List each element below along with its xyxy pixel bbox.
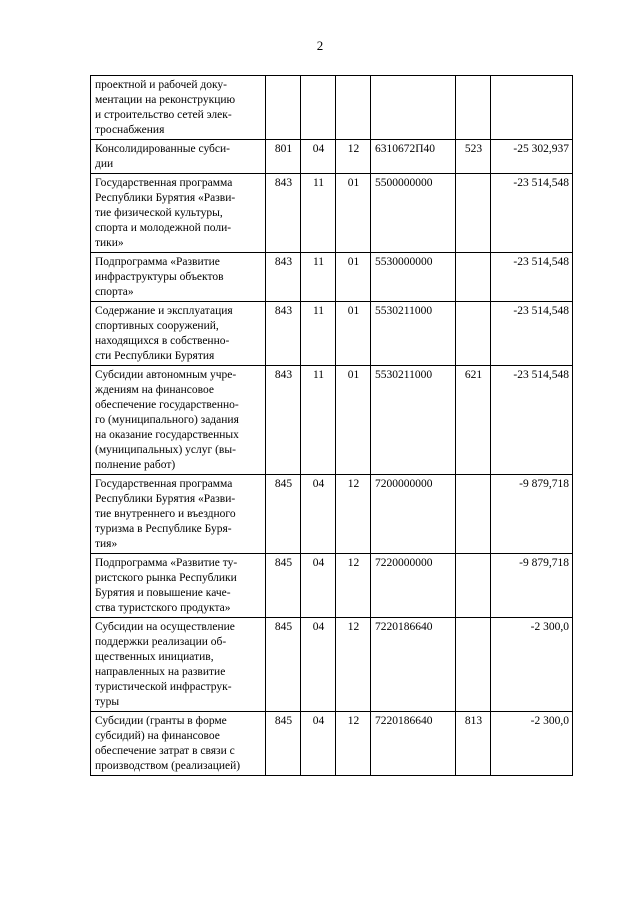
cell-gr: 845 [266, 712, 301, 776]
cell-sum: -23 514,548 [491, 253, 573, 302]
cell-gr: 843 [266, 174, 301, 253]
cell-pr [336, 76, 371, 140]
cell-sum: -9 879,718 [491, 475, 573, 554]
cell-rz [301, 76, 336, 140]
table-row [91, 554, 573, 618]
cell-name-line: ства туристского продукта» [95, 602, 231, 614]
cell-vr: 523 [456, 140, 491, 174]
cell-name-line: туризма в Республике Буря- [95, 523, 232, 535]
cell-name [91, 174, 266, 253]
cell-name-line: сти Республики Бурятия [95, 350, 215, 362]
cell-name-line: спорта» [95, 286, 134, 298]
cell-cs: 7220000000 [371, 554, 456, 618]
cell-vr [456, 618, 491, 712]
cell-rz: 11 [301, 302, 336, 366]
cell-pr: 12 [336, 618, 371, 712]
cell-name [91, 253, 266, 302]
cell-pr: 01 [336, 366, 371, 475]
cell-name [91, 554, 266, 618]
table-row [91, 475, 573, 554]
cell-name [91, 76, 266, 140]
cell-name-line: Государственная программа [95, 478, 233, 490]
cell-name-line: находящихся в собственно- [95, 335, 230, 347]
cell-gr: 845 [266, 618, 301, 712]
cell-name-line: дии [95, 158, 114, 170]
cell-pr: 12 [336, 712, 371, 776]
cell-name-line: го (муниципального) задания [95, 414, 239, 426]
cell-cs: 6310672П40 [371, 140, 456, 174]
cell-name [91, 302, 266, 366]
cell-cs: 5530211000 [371, 302, 456, 366]
cell-gr: 845 [266, 554, 301, 618]
cell-sum: -23 514,548 [491, 302, 573, 366]
cell-cs: 5500000000 [371, 174, 456, 253]
cell-name-line: тие внутреннего и въездного [95, 508, 236, 520]
table-row [91, 140, 573, 174]
table-row [91, 366, 573, 475]
cell-vr [456, 554, 491, 618]
cell-cs: 5530000000 [371, 253, 456, 302]
cell-name-line: Субсидии (гранты в форме [95, 715, 227, 727]
cell-name-line: тики» [95, 237, 124, 249]
cell-name [91, 712, 266, 776]
cell-name-line: ждениям на финансовое [95, 384, 215, 396]
cell-name [91, 366, 266, 475]
cell-name-line: Подпрограмма «Развитие [95, 256, 220, 268]
table-row [91, 618, 573, 712]
page-number: 2 [316, 38, 324, 53]
cell-pr: 01 [336, 302, 371, 366]
cell-name-line: Республики Бурятия «Разви- [95, 493, 236, 505]
cell-name-line: на оказание государственных [95, 429, 239, 441]
cell-name-line: (муниципальных) услуг (вы- [95, 444, 236, 456]
cell-name-line: инфраструктуры объектов [95, 271, 224, 283]
cell-name-line: Государственная программа [95, 177, 233, 189]
budget-table [90, 75, 573, 776]
cell-rz: 11 [301, 253, 336, 302]
cell-name-line: щественных инициатив, [95, 651, 214, 663]
cell-name-line: спорта и молодежной поли- [95, 222, 232, 234]
cell-name-line: Субсидии автономным учре- [95, 369, 237, 381]
cell-name-line: субсидий) на финансовое [95, 730, 220, 742]
cell-name-line: тия» [95, 538, 118, 550]
cell-name-line: Подпрограмма «Развитие ту- [95, 557, 238, 569]
cell-sum: -2 300,0 [491, 618, 573, 712]
cell-cs: 5530211000 [371, 366, 456, 475]
cell-name-line: и строительство сетей элек- [95, 109, 232, 121]
cell-name-line: туры [95, 696, 120, 708]
cell-name-line: спортивных сооружений, [95, 320, 219, 332]
cell-name-line: Субсидии на осуществление [95, 621, 235, 633]
table-row [91, 253, 573, 302]
cell-gr: 801 [266, 140, 301, 174]
cell-vr [456, 174, 491, 253]
cell-name-line: тие физической культуры, [95, 207, 223, 219]
cell-name-line: троснабжения [95, 124, 165, 136]
cell-cs: 7220186640 [371, 712, 456, 776]
cell-vr: 813 [456, 712, 491, 776]
cell-name-line: Бурятия и повышение каче- [95, 587, 231, 599]
cell-rz: 04 [301, 475, 336, 554]
cell-name [91, 618, 266, 712]
cell-name-line: Содержание и эксплуатация [95, 305, 233, 317]
table-row [91, 712, 573, 776]
table-row [91, 76, 573, 140]
cell-name-line: ментации на реконструкцию [95, 94, 236, 106]
cell-vr [456, 253, 491, 302]
cell-rz: 11 [301, 366, 336, 475]
cell-sum [491, 76, 573, 140]
cell-cs: 7200000000 [371, 475, 456, 554]
cell-pr: 01 [336, 253, 371, 302]
cell-gr [266, 76, 301, 140]
cell-gr: 845 [266, 475, 301, 554]
cell-pr: 12 [336, 554, 371, 618]
cell-vr [456, 475, 491, 554]
cell-name-line: Консолидированные субси- [95, 143, 230, 155]
cell-name-line: производством (реализацией) [95, 760, 241, 772]
cell-vr [456, 76, 491, 140]
cell-rz: 04 [301, 140, 336, 174]
cell-pr: 12 [336, 475, 371, 554]
cell-name-line: проектной и рабочей доку- [95, 79, 228, 91]
cell-pr: 01 [336, 174, 371, 253]
cell-name-line: обеспечение государственно- [95, 399, 239, 411]
cell-name-line: туристической инфраструк- [95, 681, 232, 693]
cell-name-line: Республики Бурятия «Разви- [95, 192, 236, 204]
table-row [91, 302, 573, 366]
cell-name-line: поддержки реализации об- [95, 636, 227, 648]
cell-sum: -25 302,937 [491, 140, 573, 174]
cell-rz: 04 [301, 554, 336, 618]
cell-pr: 12 [336, 140, 371, 174]
cell-rz: 04 [301, 712, 336, 776]
cell-gr: 843 [266, 366, 301, 475]
cell-sum: -23 514,548 [491, 366, 573, 475]
cell-gr: 843 [266, 302, 301, 366]
cell-sum: -9 879,718 [491, 554, 573, 618]
cell-gr: 843 [266, 253, 301, 302]
cell-name [91, 475, 266, 554]
cell-name [91, 140, 266, 174]
cell-name-line: ристского рынка Республики [95, 572, 237, 584]
cell-rz: 04 [301, 618, 336, 712]
cell-vr: 621 [456, 366, 491, 475]
cell-name-line: направленных на развитие [95, 666, 226, 678]
cell-vr [456, 302, 491, 366]
table-row [91, 174, 573, 253]
cell-sum: -23 514,548 [491, 174, 573, 253]
cell-name-line: полнение работ) [95, 459, 176, 471]
cell-name-line: обеспечение затрат в связи с [95, 745, 235, 757]
cell-sum: -2 300,0 [491, 712, 573, 776]
cell-cs: 7220186640 [371, 618, 456, 712]
cell-cs [371, 76, 456, 140]
cell-rz: 11 [301, 174, 336, 253]
budget-table-body [91, 76, 573, 776]
